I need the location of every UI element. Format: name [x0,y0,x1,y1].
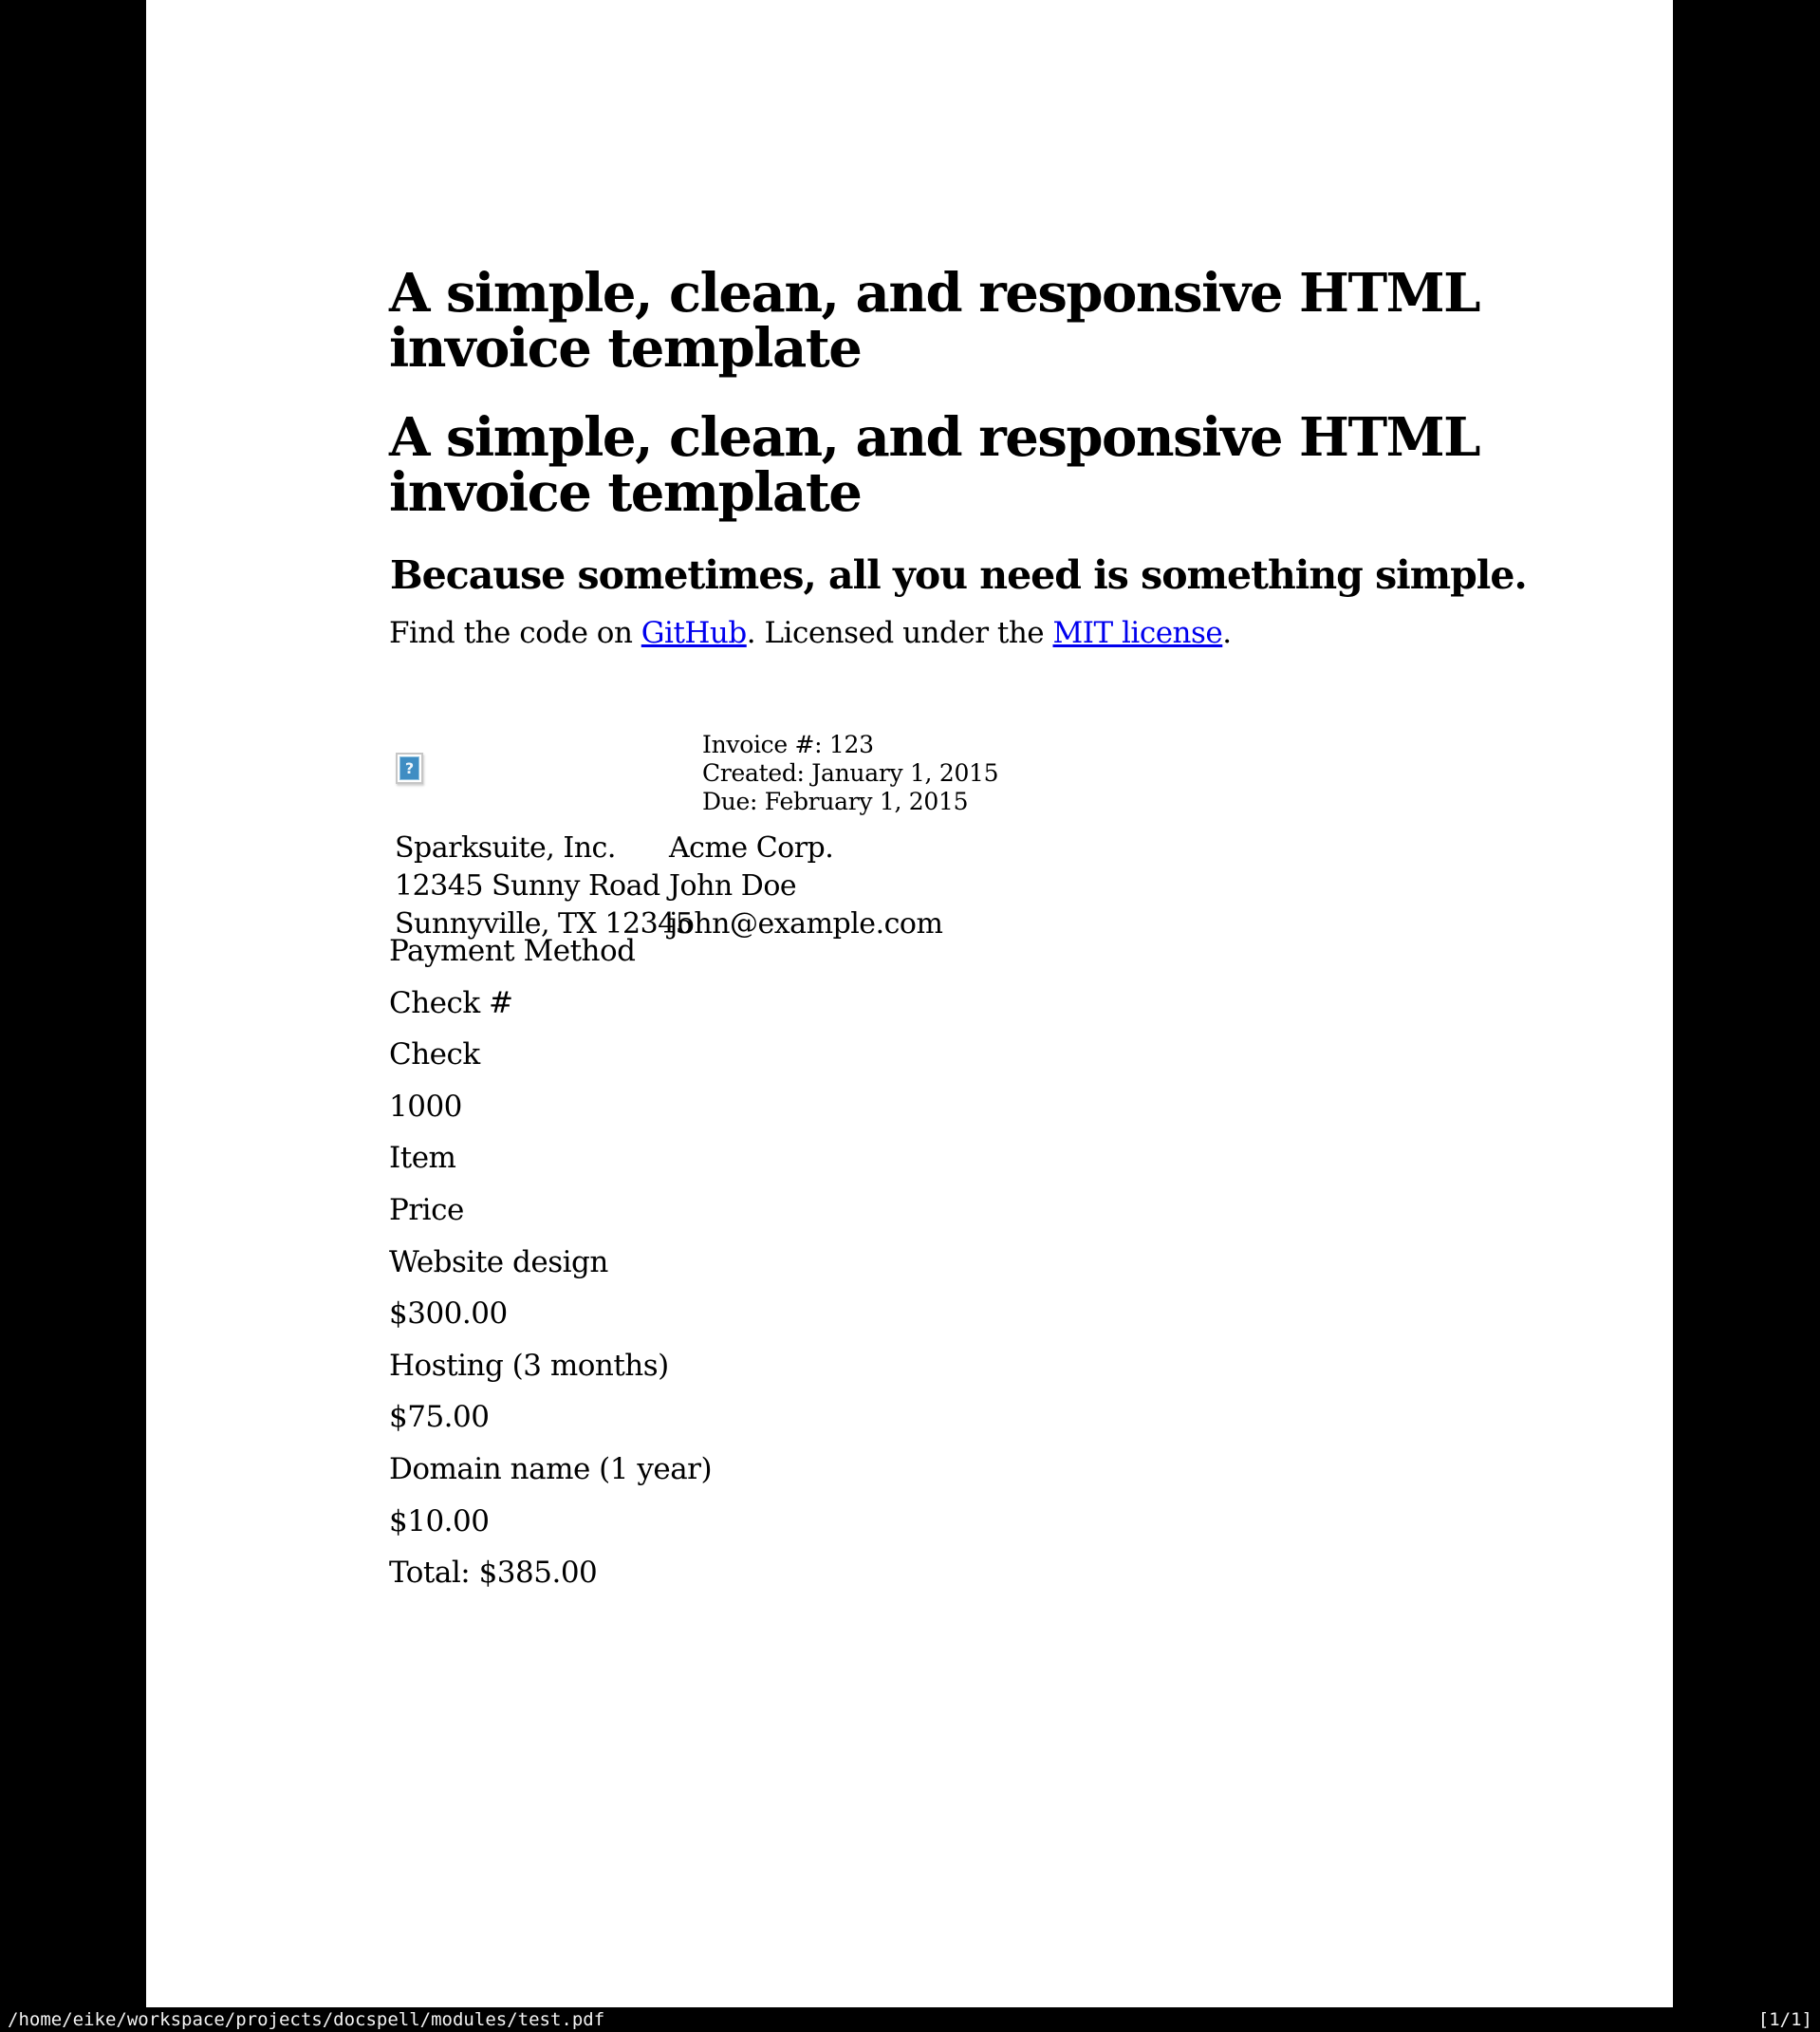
payment-method-header: Payment Method [389,934,636,968]
statusbar [0,2007,1820,2032]
check-number-value: 1000 [389,1089,462,1124]
item-price: $75.00 [389,1400,490,1435]
recipient-address-block [669,830,942,943]
mit-license-link[interactable]: MIT license [1052,616,1223,650]
intro-text-middle: . Licensed under the [746,616,1053,650]
invoice-template-title [389,406,1594,524]
invoice-number: Invoice #: 123 [702,731,874,758]
invoice-meta-block [702,731,998,816]
readme-title-line1: A simple, clean, and responsive HTML [389,262,1479,325]
intro-paragraph [389,616,1232,650]
invoice-template-title-line2: invoice template [389,461,862,524]
invoice-total: Total: $385.00 [389,1556,598,1591]
intro-text-after: . [1222,616,1232,650]
sender-address-block [395,830,693,943]
statusbar-page-indicator: [1/1] [1757,2009,1812,2030]
items-header-item: Item [389,1141,456,1176]
broken-image-icon [396,753,423,784]
sender-company: Sparksuite, Inc. [395,831,616,865]
github-link[interactable]: GitHub [641,616,747,650]
intro-text-before: Find the code on [389,616,641,650]
check-number-header: Check # [389,985,513,1020]
readme-title-line2: invoice template [389,317,862,380]
recipient-email: john@example.com [669,907,943,941]
invoice-lines [389,934,712,1590]
invoice-created-date: Created: January 1, 2015 [702,759,999,787]
sender-street: 12345 Sunny Road [395,869,660,903]
item-price: $10.00 [389,1503,490,1538]
sender-city: Sunnyville, TX 12345 [395,907,694,941]
item-name: Website design [389,1244,608,1279]
recipient-name: John Doe [669,869,797,903]
pdf-page [146,0,1673,2007]
tagline: Because sometimes, all you need is something simple. [390,552,1527,598]
payment-method-value: Check [389,1037,480,1072]
items-header-price: Price [389,1192,464,1227]
statusbar-file-path: /home/eike/workspace/projects/docspell/modules/test.pdf [8,2009,605,2030]
item-name: Hosting (3 months) [389,1348,669,1383]
invoice-template-title-line1: A simple, clean, and responsive HTML [389,406,1479,469]
invoice-due-date: Due: February 1, 2015 [702,788,969,815]
recipient-company: Acme Corp. [669,831,834,865]
question-mark-glyph: ? [399,756,419,780]
item-price: $300.00 [389,1296,508,1332]
item-name: Domain name (1 year) [389,1451,713,1486]
readme-title [389,262,1594,380]
